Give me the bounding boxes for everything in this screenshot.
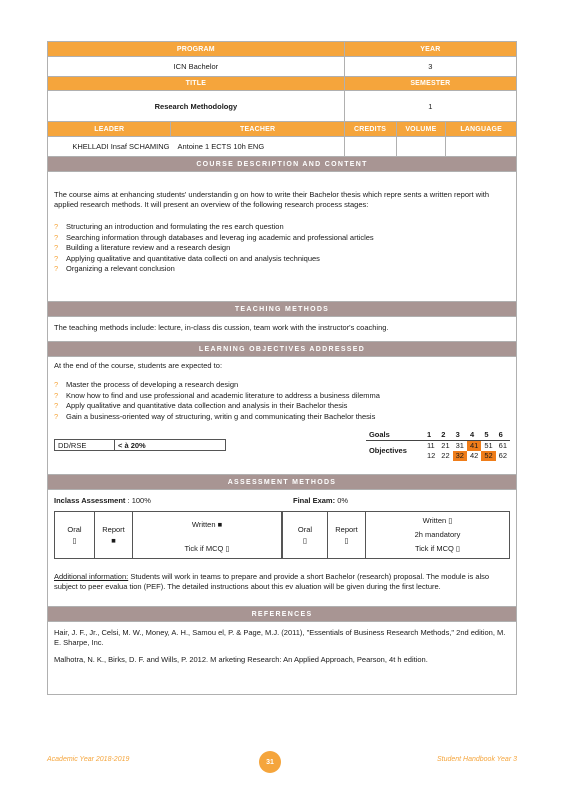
references <box>48 622 516 694</box>
objectives-bullet-list <box>54 380 510 422</box>
table-cell: 22 <box>441 451 450 460</box>
final-exam-label: Final Exam: <box>293 496 336 505</box>
course-bullet-list <box>54 222 510 275</box>
inclass-label: Inclass Assessment <box>54 496 126 505</box>
language-label: LANGUAGE <box>446 122 516 137</box>
course-description <box>48 172 516 302</box>
list-item: ? Know how to find and use professional and academic literature to address a business dilemma <box>54 390 380 400</box>
assessment-summary <box>54 496 510 505</box>
bullet-icon: ? <box>54 411 59 421</box>
leader-label: LEADER <box>48 122 171 137</box>
bullet-icon: ? <box>54 390 59 400</box>
course-title: Research Methodology <box>48 91 345 122</box>
checked-box-icon: ■ <box>111 536 116 545</box>
language-value-cell <box>446 137 516 157</box>
dd-rse-label: DD/RSE <box>55 440 115 450</box>
title-label: TITLE <box>48 77 345 91</box>
teaching-methods <box>48 317 516 342</box>
bullet-icon: ? <box>54 264 59 273</box>
goals-area <box>54 430 510 461</box>
learning-objectives-heading: LEARNING OBJECTIVES ADDRESSED <box>48 342 516 357</box>
list-item: ? Applying qualitative and quantitative data collecti on and analysis techniques <box>54 253 320 263</box>
goals-label: Goals <box>366 430 424 441</box>
written-option: Written ▯ 2h mandatory Tick if MCQ ▯ <box>414 516 461 553</box>
bullet-icon: ? <box>54 380 59 389</box>
course-intro: The course aims at enhancing students' understandin g on how to write their Bachelor thesis which repre sents a written report with applied research methods. It will present an overview of the following research process stages: <box>54 190 489 209</box>
inclass-value: : 100% <box>127 496 151 505</box>
course-description-heading: COURSE DESCRIPTION AND CONTENT <box>48 157 516 172</box>
program-value: ICN Bachelor <box>48 57 345 77</box>
reference-item: Malhotra, N. K., Birks, D. F. and Wills, P. 2012. M arketing Research: An Applied Approach, Pearson, 4t h edition. <box>54 655 428 664</box>
page-footer <box>47 756 517 766</box>
bullet-icon: ? <box>54 232 59 242</box>
table-cell: 42 <box>469 451 479 460</box>
table-cell: 11 <box>426 441 435 450</box>
table-cell: 31 <box>455 441 464 450</box>
bullet-icon: ? <box>54 243 59 252</box>
footer-handbook-title: Student Handbook Year 3 <box>436 756 517 763</box>
table-cell: 61 <box>498 441 507 450</box>
list-item: ? Gain a business-oriented way of structuring, writin g and communicating their Bachelor thesis <box>54 411 376 421</box>
program-label: PROGRAM <box>48 42 345 57</box>
references-heading: REFERENCES <box>48 607 516 622</box>
list-item: ? Searching information through databases and leverag ing academic and professional articles <box>54 232 374 242</box>
list-item: ? Organizing a relevant conclusion <box>54 264 175 273</box>
oral-option: Oral ▯ <box>55 512 95 558</box>
credits-label: CREDITS <box>345 122 397 137</box>
volume-value-cell <box>397 137 447 157</box>
reference-item: Hair, J. F., Jr., Celsi, M. W., Money, A. H., Samou el, P. & Page, M.J. (2011), "Essentials of Business Research Methods," 2nd edition, M. E. Sharpe, Inc. <box>54 628 506 647</box>
page-number-badge: 31 <box>259 751 281 773</box>
table-cell: 51 <box>484 441 493 450</box>
table-cell-highlighted: 52 <box>481 451 495 461</box>
teacher-label: TEACHER <box>171 122 344 137</box>
written-option: Written ■ Tick if MCQ ▯ <box>184 520 230 553</box>
assessment-methods <box>48 490 516 607</box>
year-value: 3 <box>345 57 516 77</box>
learning-objectives <box>48 357 516 475</box>
bullet-icon: ? <box>54 401 59 410</box>
teaching-methods-heading: TEACHING METHODS <box>48 302 516 317</box>
checkbox-icon: ▯ <box>302 536 308 545</box>
objectives-label: Objectives <box>368 446 407 455</box>
oral-option: Oral ▯ <box>283 512 328 558</box>
final-exam-box <box>282 511 510 559</box>
assessment-boxes <box>54 511 510 559</box>
semester-label: SEMESTER <box>345 77 516 91</box>
bullet-icon: ? <box>54 222 59 231</box>
teacher-value: Antoine 1 ECTS 10h ENG <box>171 137 344 157</box>
list-item: ? Master the process of developing a research design <box>54 380 239 389</box>
teaching-text: The teaching methods include: lecture, in-class dis cussion, team work with the instructor's coaching. <box>54 323 389 332</box>
checkbox-icon: ▯ <box>72 536 77 545</box>
report-option: Report ■ <box>95 512 133 558</box>
table-cell: 21 <box>441 441 450 450</box>
list-item: ? Apply qualitative and quantitative data collection and analysis in their Bachelor thesis <box>54 401 348 410</box>
table-cell: 12 <box>426 451 436 460</box>
table-cell-highlighted: 32 <box>453 451 467 461</box>
semester-value: 1 <box>345 91 516 122</box>
list-item: ? Structuring an introduction and formulating the res earch question <box>54 222 284 231</box>
additional-text: Students will work in teams to prepare and provide a short Bachelor (research) proposal. The module is also subject to peer evalua tion (PEF). The detailed instructions about this ev aluation will be given during the first lecture. <box>54 572 490 591</box>
credits-value-cell <box>345 137 397 157</box>
inclass-assessment-box <box>54 511 282 559</box>
final-exam-value: 0% <box>337 496 349 505</box>
additional-information <box>54 572 510 592</box>
report-option: Report ▯ <box>328 512 366 558</box>
leader-value: KHELLADI Insaf SCHAMING <box>48 137 171 157</box>
checkbox-icon: ▯ <box>344 536 349 545</box>
year-label: YEAR <box>345 42 516 57</box>
footer-academic-year: Academic Year 2018-2019 <box>47 756 130 763</box>
goals-table: Goals 1 2 3 4 5 6 Objectives 11 21 31 41 51 61 12 22 32 42 52 62 <box>366 430 510 461</box>
list-item: ? Building a literature review and a research design <box>54 243 231 252</box>
additional-label: Additional information: <box>54 572 129 581</box>
volume-label: VOLUME <box>397 122 447 137</box>
bullet-icon: ? <box>54 253 59 263</box>
objectives-intro: At the end of the course, students are expected to: <box>54 361 223 370</box>
course-sheet <box>47 41 517 695</box>
dd-rse-value: < à 20% <box>118 441 146 450</box>
table-cell: 62 <box>498 451 507 460</box>
table-cell-highlighted: 41 <box>467 441 481 452</box>
assessment-heading: ASSESSMENT METHODS <box>48 475 516 490</box>
dd-rse-box <box>54 439 226 451</box>
